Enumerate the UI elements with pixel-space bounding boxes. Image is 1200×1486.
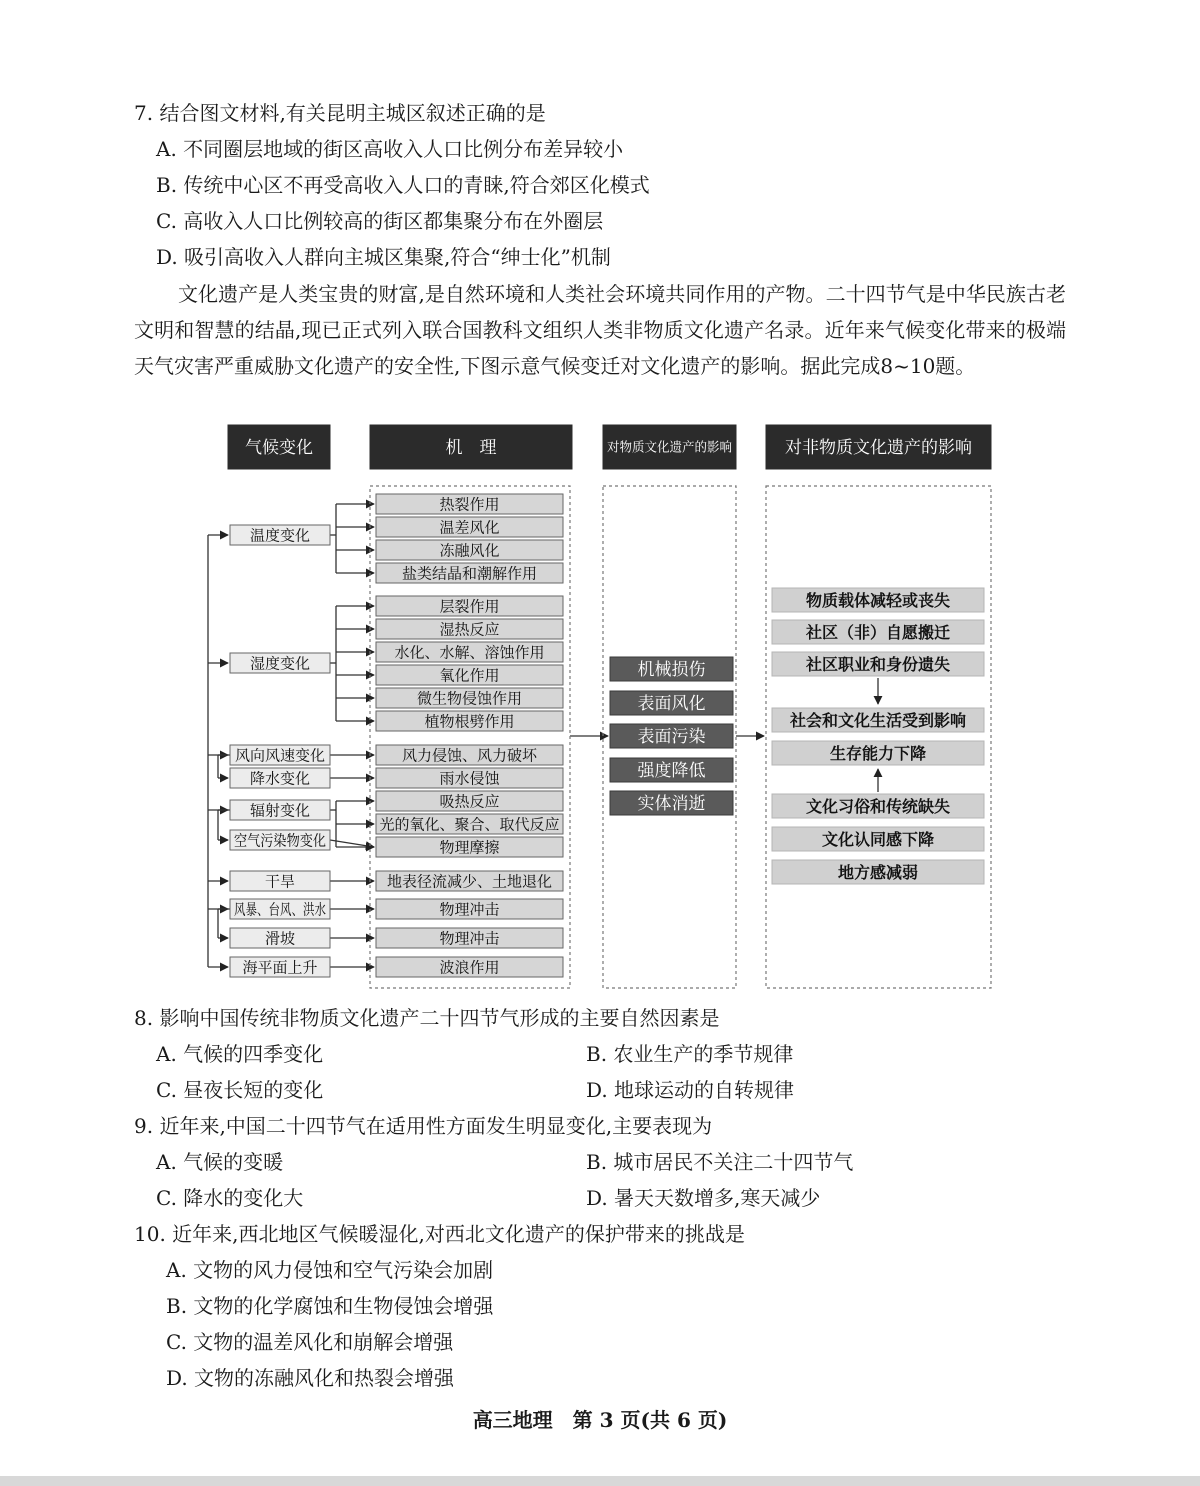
svg-text:层裂作用: 层裂作用 [439,597,500,616]
svg-text:对非物质文化遗产的影响: 对非物质文化遗产的影响 [785,438,972,459]
svg-text:对物质文化遗产的影响: 对物质文化遗产的影响 [607,440,738,456]
svg-text:文化认同感下降: 文化认同感下降 [821,829,935,849]
material-impact-box [610,791,733,815]
svg-text:水化、水解、溶蚀作用: 水化、水解、溶蚀作用 [394,643,545,662]
mechanism-box [376,768,563,788]
material-impact-box [610,691,733,715]
svg-text:空气污染物变化: 空气污染物变化 [234,831,326,850]
q7-option-d: D. 吸引高收入人群向主城区集聚,符合“绅士化”机制 [156,245,611,269]
svg-text:风向风速变化: 风向风速变化 [234,746,326,765]
svg-text:波浪作用: 波浪作用 [439,958,500,977]
q10-stem: 10. 近年来,西北地区气候暖湿化,对西北文化遗产的保护带来的挑战是 [134,1222,745,1246]
svg-text:微生物侵蚀作用: 微生物侵蚀作用 [416,689,523,708]
scan-edge [0,1476,1200,1486]
q9-stem: 9. 近年来,中国二十四节气在适用性方面发生明显变化,主要表现为 [134,1114,713,1138]
svg-text:表面污染: 表面污染 [637,727,706,748]
climate-factor-box [230,653,330,673]
svg-text:气候变化: 气候变化 [245,438,313,459]
climate-factor-box [230,957,330,977]
intangible-impact-box [772,794,984,818]
q7-option-a: A. 不同圈层地域的街区高收入人口比例分布差异较小 [156,137,624,161]
q10-option-d: D. 文物的冻融风化和热裂会增强 [166,1366,455,1390]
climate-factor-box [230,928,330,948]
material-impact-box [610,724,733,748]
mechanism-box [376,899,563,919]
q9-option-c: C. 降水的变化大 [156,1186,304,1210]
svg-text:雨水侵蚀: 雨水侵蚀 [439,769,500,788]
q9-option-b: B. 城市居民不关注二十四节气 [586,1150,854,1174]
svg-text:社区（非）自愿搬迁: 社区（非）自愿搬迁 [805,622,951,642]
climate-factor-box [230,830,330,850]
mechanism-box [376,596,563,616]
page-footer: 高三地理 第 3 页(共 6 页) [472,1408,728,1432]
climate-factor-box [230,525,330,545]
svg-text:湿度变化: 湿度变化 [249,654,311,673]
mechanism-box [376,791,563,811]
intangible-impact-box [772,860,984,884]
material-impact-box [610,657,733,681]
svg-text:氧化作用: 氧化作用 [439,666,500,685]
mechanism-box [376,928,563,948]
mechanism-box [376,871,563,891]
q7-option-c: C. 高收入人口比例较高的街区都集聚分布在外圈层 [156,209,604,233]
q7-option-b: B. 传统中心区不再受高收入人口的青睐,符合郊区化模式 [156,173,650,197]
intangible-impact-box [772,588,984,612]
svg-text:地表径流减少、土地退化: 地表径流减少、土地退化 [386,872,553,891]
svg-text:机 理: 机 理 [445,438,497,459]
mechanism-box [376,745,563,765]
svg-text:海平面上升: 海平面上升 [242,958,318,977]
q9-option-a: A. 气候的变暖 [156,1150,284,1174]
mechanism-box [376,619,563,639]
svg-text:物质载体减轻或丧失: 物质载体减轻或丧失 [805,590,951,610]
climate-factor-box [230,745,330,765]
q10-option-c: C. 文物的温差风化和崩解会增强 [166,1330,454,1354]
diagram-header-3 [603,425,736,469]
svg-text:社会和文化生活受到影响: 社会和文化生活受到影响 [789,710,967,730]
svg-text:机械损伤: 机械损伤 [637,660,706,681]
q8-option-d: D. 地球运动的自转规律 [586,1078,795,1102]
mechanism-box [376,665,563,685]
diagram-header-1 [228,425,330,469]
climate-factor-box [230,768,330,788]
diagram-header-2 [370,425,572,469]
svg-text:光的氧化、聚合、取代反应: 光的氧化、聚合、取代反应 [379,815,560,834]
svg-text:物理冲击: 物理冲击 [439,900,500,919]
mechanism-box [376,711,563,731]
climate-factor-box [230,800,330,820]
svg-text:吸热反应: 吸热反应 [439,792,500,811]
mechanism-box [376,540,563,560]
mechanism-box [376,517,563,537]
svg-text:生存能力下降: 生存能力下降 [829,743,927,763]
intangible-impact-box [772,708,984,732]
svg-text:表面风化: 表面风化 [637,694,706,715]
svg-text:冻融风化: 冻融风化 [439,541,500,560]
intangible-impact-box [772,620,984,644]
svg-text:物理冲击: 物理冲击 [439,929,500,948]
mechanism-box [376,957,563,977]
svg-text:强度降低: 强度降低 [637,761,706,782]
svg-text:文化习俗和传统缺失: 文化习俗和传统缺失 [805,796,951,816]
svg-text:实体消逝: 实体消逝 [637,794,706,815]
climate-factor-box [230,899,330,919]
svg-text:盐类结晶和潮解作用: 盐类结晶和潮解作用 [401,564,538,583]
svg-text:地方感减弱: 地方感减弱 [837,862,919,882]
svg-text:热裂作用: 热裂作用 [439,495,500,514]
mechanism-box [376,563,563,583]
q10-option-a: A. 文物的风力侵蚀和空气污染会加剧 [166,1258,494,1282]
intro-paragraph: 文化遗产是人类宝贵的财富,是自然环境和人类社会环境共同作用的产物。二十四节气是中华民族古老文明和智慧的结晶,现已正式列入联合国教科文组织人类非物质文化遗产名录。近年来气候变化带来的极端天气灾害严重威胁文化遗产的安全性,下图示意气候变迁对文化遗产的影响。据此完成8~10题。 [134,282,1066,378]
q8-option-c: C. 昼夜长短的变化 [156,1078,324,1102]
material-impact-box [610,758,733,782]
mechanism-box [376,837,563,857]
svg-text:湿热反应: 湿热反应 [439,620,500,639]
svg-text:温差风化: 温差风化 [439,518,500,537]
q8-option-a: A. 气候的四季变化 [156,1042,324,1066]
q8-option-b: B. 农业生产的季节规律 [586,1042,794,1066]
q9-option-d: D. 暑天天数增多,寒天减少 [586,1186,821,1210]
intangible-impact-box [772,652,984,676]
svg-text:植物根劈作用: 植物根劈作用 [424,712,515,731]
svg-text:社区职业和身份遗失: 社区职业和身份遗失 [805,654,951,674]
diagram-header-4 [766,425,991,469]
q8-stem: 8. 影响中国传统非物质文化遗产二十四节气形成的主要自然因素是 [134,1006,720,1030]
intangible-impact-frame [766,486,991,988]
svg-text:风暴、台风、洪水: 风暴、台风、洪水 [234,900,326,919]
climate-factor-box [230,871,330,891]
svg-text:物理摩擦: 物理摩擦 [439,838,500,857]
q7-stem: 7. 结合图文材料,有关昆明主城区叙述正确的是 [134,101,546,125]
svg-text:辐射变化: 辐射变化 [249,801,311,820]
intangible-impact-box [772,827,984,851]
mechanism-box [376,642,563,662]
svg-text:降水变化: 降水变化 [249,769,311,788]
intangible-impact-box [772,741,984,765]
svg-text:滑坡: 滑坡 [264,929,296,948]
mechanism-box [376,814,563,834]
svg-text:温度变化: 温度变化 [249,526,311,545]
q10-option-b: B. 文物的化学腐蚀和生物侵蚀会增强 [166,1294,494,1318]
svg-text:干旱: 干旱 [264,872,296,891]
mechanism-box [376,494,563,514]
svg-text:风力侵蚀、风力破坏: 风力侵蚀、风力破坏 [401,746,538,765]
mechanism-box [376,688,563,708]
